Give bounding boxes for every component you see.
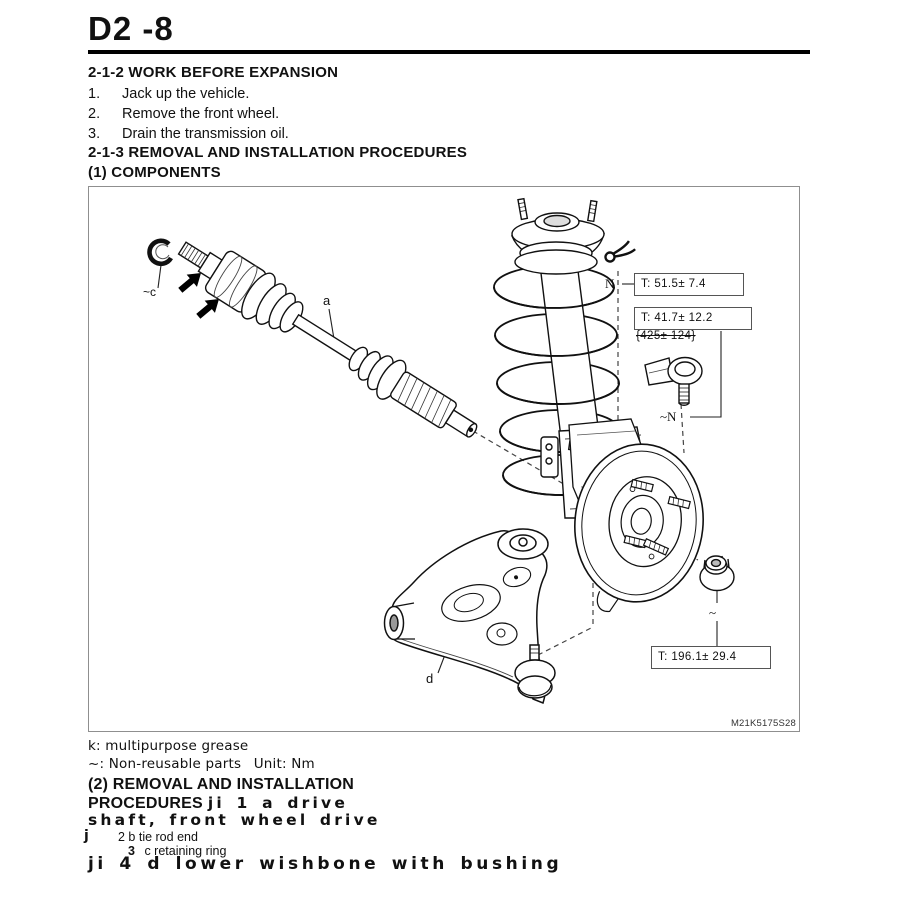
callout-label-a: a	[323, 293, 331, 308]
cotter-pin-icon	[603, 240, 635, 263]
callout-label-n: N	[605, 276, 615, 291]
legend-unit: Unit: Nm	[253, 756, 315, 772]
step-text: Drain the transmission oil.	[122, 126, 289, 142]
torque-callout-box: T: 196.1± 29.4	[651, 646, 771, 669]
callout-label-d: d	[426, 671, 434, 686]
torque-callout-sub-value: {425± 124}	[636, 330, 696, 342]
callout-label-tilde: ~	[709, 605, 717, 620]
torque-callout-box: T: 51.5± 7.4	[634, 273, 744, 296]
part-item-3-text: c retaining ring	[144, 844, 227, 858]
header-rule	[88, 50, 810, 54]
legend-nonreusable-text: ~: Non-reusable parts	[88, 756, 242, 772]
callout-label-tilde-n: ~N	[660, 409, 677, 424]
section-title-components: (1) COMPONENTS	[88, 164, 221, 181]
part-item-4: ji 4 d lower wishbone with bushing	[88, 854, 563, 874]
part-item-1a: ji 1 a drive	[207, 794, 349, 812]
section-title-work-before-expansion: 2-1-2 WORK BEFORE EXPANSION	[88, 64, 339, 81]
step-number: 3.	[88, 126, 101, 142]
part-item-2-marker: j	[84, 828, 89, 844]
step-number: 1.	[88, 86, 101, 102]
torque-callout-box: T: 41.7± 12.2	[634, 307, 752, 330]
part-item-2: 2 b tie rod end	[118, 830, 198, 844]
lower-wishbone-part	[385, 529, 556, 703]
figure-code: M21K5175S28	[730, 718, 796, 729]
components-diagram-frame	[88, 186, 800, 732]
retaining-ring-part	[150, 241, 171, 264]
drive-shaft-part	[168, 226, 488, 454]
callout-label-tilde-c: ~c	[143, 285, 157, 299]
part-item-3-number: 3	[128, 844, 135, 858]
procedures-heading-line1: (2) REMOVAL AND INSTALLATION	[88, 776, 355, 793]
tie-rod-end-part	[645, 358, 702, 406]
step-number: 2.	[88, 106, 101, 122]
section-title-removal-installation: 2-1-3 REMOVAL AND INSTALLATION PROCEDURES	[88, 144, 468, 161]
procedures-heading-bold: PROCEDURES	[88, 795, 203, 812]
page-number-header: D2 -8	[88, 10, 174, 47]
step-text: Remove the front wheel.	[122, 106, 280, 122]
step-text: Jack up the vehicle.	[122, 86, 250, 102]
hub-nut-part	[700, 556, 734, 591]
part-item-1b: shaft, front wheel drive	[88, 811, 381, 829]
legend-nonreusable	[88, 756, 315, 772]
legend-grease: k: multipurpose grease	[88, 738, 249, 754]
